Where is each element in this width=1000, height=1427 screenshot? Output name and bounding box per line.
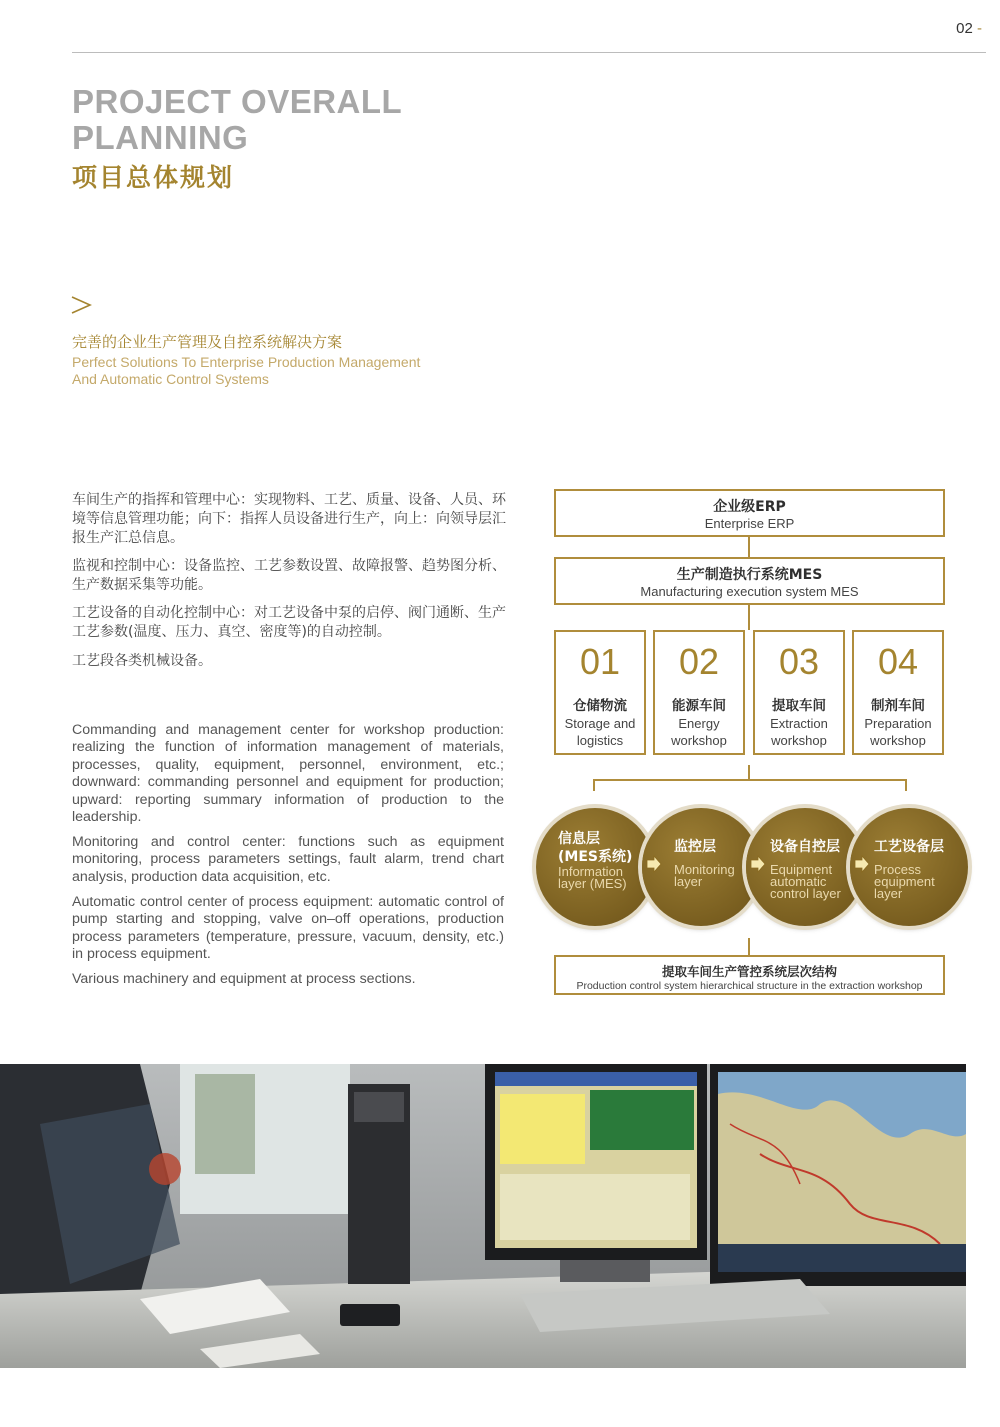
- workshop-box-04: [852, 630, 944, 755]
- chevron-right-icon: [70, 294, 92, 316]
- bracket-right-drop: [905, 779, 907, 791]
- workshop-number: 03: [778, 641, 820, 682]
- mes-label-cn: 生产制造执行系统MES: [676, 567, 823, 583]
- workshop-label-cn: 提取车间: [772, 698, 826, 714]
- layer-label-en-1: Information: [558, 864, 624, 879]
- page-number-value: 02: [956, 20, 973, 37]
- section-title-cn: 完善的企业生产管理及自控系统解决方案: [72, 333, 343, 351]
- page-number: [956, 20, 982, 37]
- control-room-photo: [0, 1064, 966, 1368]
- workshop-label-en-1: Storage and: [564, 716, 636, 731]
- bracket-horizontal: [593, 779, 907, 781]
- workshop-label-en-1: Extraction: [770, 716, 828, 731]
- connector-layers-caption: [748, 938, 750, 955]
- mes-box: [554, 557, 945, 605]
- body-en-paragraph-4: Various machinery and equipment at process sections.: [72, 971, 416, 987]
- workshop-label-en-1: Energy: [678, 716, 720, 731]
- page-title-en-line2: PLANNING: [72, 119, 249, 156]
- page-title-en-line1: PROJECT OVERALL: [72, 83, 403, 120]
- workshop-label-en-2: logistics: [576, 733, 624, 748]
- arrow-right-icon: [750, 855, 766, 873]
- body-cn-paragraph-4: 工艺段各类机械设备。: [72, 653, 212, 669]
- page-title-en: [72, 84, 492, 156]
- layer-label-en-2: layer (MES): [558, 876, 627, 891]
- connector-mes-workshops: [748, 605, 750, 630]
- body-cn-paragraph-3: 工艺设备的自动化控制中心：对工艺设备中泵的启停、阀门通断、生产工艺参数(温度、压力、真空、密度等)的自动控制。: [72, 605, 506, 640]
- workshop-number: 02: [678, 641, 720, 682]
- layer-label-cn-1: 监控层: [674, 839, 716, 855]
- arrow-right-icon: [854, 855, 870, 873]
- control-room-photo-illustration: [0, 1064, 966, 1368]
- workshop-box-01: [554, 630, 646, 755]
- body-en-paragraph-1: Commanding and management center for workshop production: realizing the function of information management of materials, processes, quality, equipment, personnel, environment, etc.; downward: commanding personnel and equipment for production; upward: reporting summary information of production to the leadership.: [72, 722, 504, 826]
- body-cn-paragraph-1: 车间生产的指挥和管理中心：实现物料、工艺、质量、设备、人员、环境等信息管理功能；向下：指挥人员设备进行生产，向上：向领导层汇报生产汇总信息。: [72, 492, 506, 546]
- workshop-label-cn: 能源车间: [672, 698, 726, 714]
- layer-label-cn-2: (MES系统): [558, 849, 633, 865]
- body-en-paragraph-3: Automatic control center of process equipment: automatic control of pump starting and stopping, valve on–off operations, production process parameters (temperature, pressure, vacuum, density, etc.) in process equipment.: [72, 894, 504, 963]
- layer-circle-information: [536, 808, 654, 926]
- workshop-box-03: [753, 630, 845, 755]
- section-title-en-line2: And Automatic Control Systems: [72, 371, 269, 387]
- arrow-right-icon: [646, 855, 662, 873]
- layer-label-en-3: control layer: [770, 886, 841, 901]
- layer-label-en-2: automatic: [770, 874, 827, 889]
- workshop-number: 04: [877, 641, 919, 682]
- layer-label-en-1: Equipment: [770, 862, 833, 877]
- workshop-label-en-2: workshop: [771, 733, 827, 748]
- workshop-label-en-1: Preparation: [864, 716, 932, 731]
- layer-label-en-2: layer: [674, 874, 703, 889]
- bracket-left-drop: [593, 779, 595, 791]
- caption-box: [554, 955, 945, 995]
- workshop-number: 01: [579, 641, 621, 682]
- workshop-box-02: [653, 630, 745, 755]
- section-title-en: [72, 354, 472, 388]
- connector-workshops-bracket: [748, 765, 750, 779]
- layer-label-en-1: Process: [874, 862, 921, 877]
- caption-cn: 提取车间生产管控系统层次结构: [661, 964, 837, 979]
- layer-label-cn-1: 信息层: [558, 831, 600, 847]
- caption-en: Production control system hierarchical structure in the extraction workshop: [576, 980, 923, 992]
- erp-label-en: Enterprise ERP: [704, 516, 795, 531]
- workshop-label-en-2: workshop: [671, 733, 727, 748]
- body-cn-paragraph-2: 监视和控制中心：设备监控、工艺参数设置、故障报警、趋势图分析、生产数据采集等功能。: [72, 558, 506, 593]
- workshop-label-cn: 仓储物流: [573, 698, 627, 714]
- page-title-cn: 项目总体规划: [72, 163, 235, 192]
- layer-label-cn-1: 工艺设备层: [874, 839, 944, 855]
- erp-box: [554, 489, 945, 537]
- workshop-label-cn: 制剂车间: [871, 698, 925, 714]
- layer-label-cn-1: 设备自控层: [770, 839, 840, 855]
- section-title-en-line1: Perfect Solutions To Enterprise Production Management: [72, 354, 421, 370]
- connector-erp-mes: [748, 537, 750, 557]
- body-en-paragraph-2: Monitoring and control center: functions such as equipment monitoring, process parameters settings, fault alarm, trend chart analysis, production data acquisition, etc.: [72, 834, 504, 885]
- mes-label-en: Manufacturing execution system MES: [640, 584, 859, 599]
- top-divider: [72, 52, 986, 53]
- erp-label-cn: 企业级ERP: [713, 499, 786, 515]
- layer-label-en-2: equipment: [874, 874, 935, 889]
- layer-label-en-1: Monitoring: [674, 862, 735, 877]
- workshop-label-en-2: workshop: [870, 733, 926, 748]
- layer-label-en-3: layer: [874, 886, 903, 901]
- page-number-dash: -: [977, 20, 982, 37]
